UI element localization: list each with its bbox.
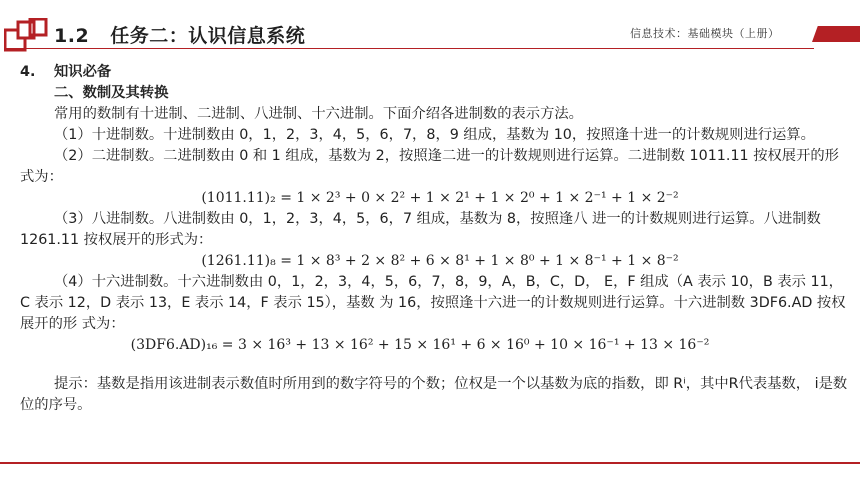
heading-text: 知识必备 — [54, 64, 112, 80]
book-title: 信息技术：基础模块（上册） — [630, 27, 780, 40]
main-content — [20, 62, 850, 416]
tip-paragraph: 提示：基数是指用该进制表示数值时所用到的数字符号的个数；位权是一个以基数为底的指数，即 Rⁱ，其中R代表基数， i是数位的序号。 — [20, 376, 848, 413]
section-title: 任务二：认识信息系统 — [110, 25, 306, 47]
header-accent-bar — [812, 26, 860, 42]
octal-formula: (1261.11)₈ = 1 × 8³ + 2 × 8² + 6 × 8¹ + 1 × 8⁰ + 1 × 8⁻¹ + 1 × 8⁻² — [201, 253, 679, 269]
section-number: 1.2 — [54, 25, 90, 47]
header-divider — [4, 48, 814, 49]
subheading: 二、数制及其转换 — [54, 85, 169, 101]
octal-paragraph: （3）八进制数。八进制数由 0，1，2，3，4，5，6，7 组成，基数为 8，按照逢八 进一的计数规则进行运算。八进制数 1261.11 按权展开的形式为： — [20, 211, 821, 248]
spacer — [20, 356, 850, 374]
page-title — [54, 21, 305, 48]
decimal-paragraph: （1）十进制数。十进制数由 0，1，2，3，4，5，6，7，8，9 组成，基数为 10，按照逢十进一的计数规则进行运算。 — [54, 127, 815, 143]
footer-divider — [0, 462, 860, 464]
hex-formula: (3DF6.AD)₁₆ = 3 × 16³ + 13 × 16² + 15 × 16¹ + 6 × 16⁰ + 10 × 16⁻¹ + 13 × 16⁻² — [130, 337, 710, 353]
binary-formula: (1011.11)₂ = 1 × 2³ + 0 × 2² + 1 × 2¹ + 1 × 2⁰ + 1 × 2⁻¹ + 1 × 2⁻² — [201, 190, 679, 206]
binary-paragraph: （2）二进制数。二进制数由 0 和 1 组成，基数为 2，按照逢二进一的计数规则进行运算。二进制数 1011.11 按权展开的形式为： — [20, 148, 839, 185]
logo-squares-icon — [4, 18, 48, 52]
intro-paragraph: 常用的数制有十进制、二进制、八进制、十六进制。下面介绍各进制数的表示方法。 — [54, 106, 583, 122]
heading-index: 4. — [20, 64, 36, 80]
hex-paragraph: （4）十六进制数。十六进制数由 0，1，2，3，4，5，6，7，8，9，A，B，C，D， E，F 组成（A 表示 10，B 表示 11，C 表示 12，D 表示 13，E 表示 14，F 表示 15），基数 为 16，按照逢十六进一的计数规则进行运算。十六进制数 3DF6.AD 按权展开的形 式为： — [20, 274, 846, 332]
section-heading — [20, 62, 850, 83]
